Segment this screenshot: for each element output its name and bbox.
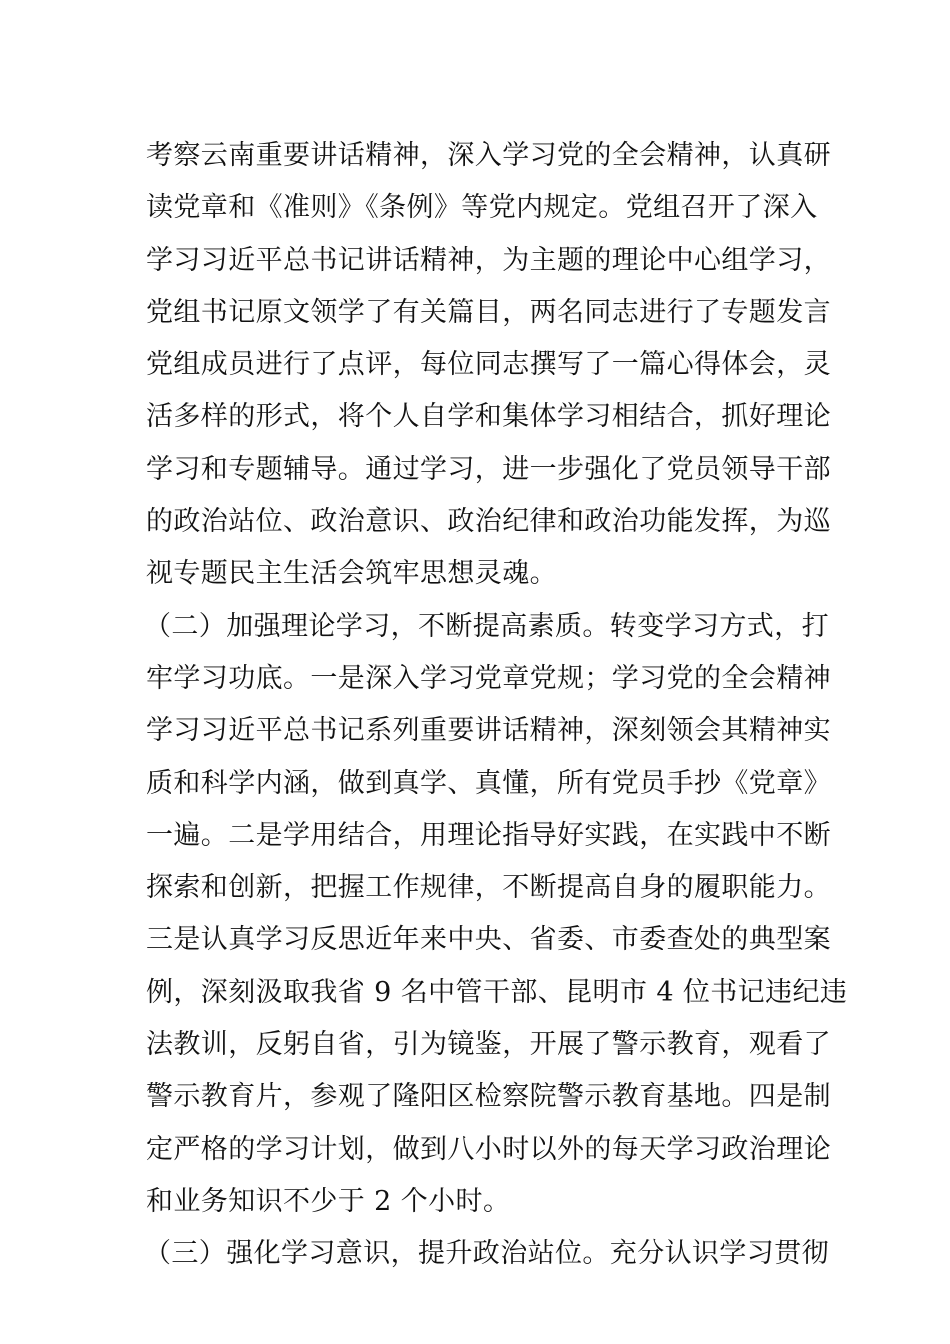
text-line: 质和科学内涵，做到真学、真懂，所有党员手抄《党章》: [146, 767, 831, 799]
text-line: 探索和创新，把握工作规律，不断提高自身的履职能力。: [146, 872, 831, 904]
text-line: 学习习近平总书记讲话精神，为主题的理论中心组学习，: [146, 244, 831, 276]
text-line: 例，深刻汲取我省 9 名中管干部、昆明市 4 位书记违纪违: [146, 976, 848, 1008]
text-line: 党组成员进行了点评，每位同志撰写了一篇心得体会，灵: [146, 349, 831, 381]
text-line: 三是认真学习反思近年来中央、省委、市委查处的典型案: [146, 924, 831, 956]
text-line: 和业务知识不少于 2 个小时。: [146, 1185, 511, 1217]
text-line: 学习习近平总书记系列重要讲话精神，深刻领会其精神实: [146, 715, 831, 747]
text-line: 的政治站位、政治意识、政治纪律和政治功能发挥，为巡: [146, 506, 831, 538]
body-text: [144, 130, 848, 1281]
text-line: 考察云南重要讲话精神，深入学习党的全会精神，认真研: [146, 140, 831, 171]
text-line: 法教训，反躬自省，引为镜鉴，开展了警示教育，观看了: [146, 1029, 831, 1061]
section-heading-line: （二）加强理论学习，不断提高素质。转变学习方式，打: [144, 610, 829, 642]
text-line: 牢学习功底。一是深入学习党章党规；学习党的全会精神: [146, 662, 831, 694]
section-heading-line: （三）强化学习意识，提升政治站位。充分认识学习贯彻: [144, 1238, 829, 1270]
text-line: 活多样的形式，将个人自学和集体学习相结合，抓好理论: [146, 401, 831, 433]
text-line: 一遍。二是学用结合，用理论指导好实践，在实践中不断: [146, 819, 831, 851]
text-line: 读党章和《准则》《条例》等党内规定。党组召开了深入: [146, 192, 818, 224]
text-line: 定严格的学习计划，做到八小时以外的每天学习政治理论: [146, 1133, 831, 1165]
text-line: 党组书记原文领学了有关篇目，两名同志进行了专题发言: [146, 296, 831, 328]
text-line: 视专题民主生活会筑牢思想灵魂。: [146, 558, 557, 590]
text-line: 警示教育片，参观了隆阳区检察院警示教育基地。四是制: [146, 1081, 831, 1113]
text-line: 学习和专题辅导。通过学习，进一步强化了党员领导干部: [146, 453, 831, 485]
